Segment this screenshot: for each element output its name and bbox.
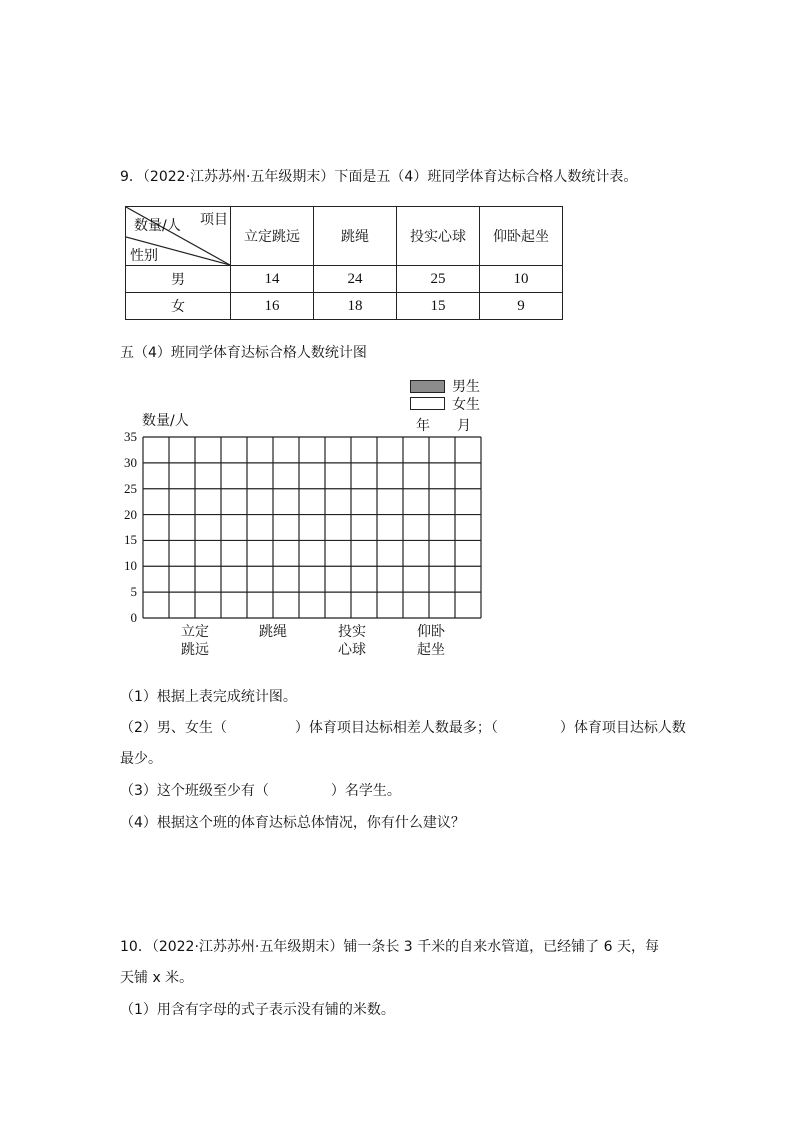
- x-category-label-line: 仰卧: [417, 624, 445, 640]
- q9-subq3-part-b: ）名学生。: [330, 783, 401, 799]
- q9-header: 9．（2022·江苏苏州·五年级期末）下面是五（4）班同学体育达标合格人数统计表。: [120, 169, 638, 185]
- row-label: 男: [126, 266, 231, 293]
- table-column-header: 立定跳远: [231, 207, 314, 266]
- table-cell: 14: [231, 266, 314, 293]
- q9-subq4: （4）根据这个班的体育达标总体情况，你有什么建议？: [120, 815, 465, 831]
- x-category-label-line: 起坐: [417, 642, 445, 658]
- y-tick-label: 0: [130, 610, 137, 625]
- x-category-label: [332, 623, 372, 659]
- legend-label-male: 男生: [452, 379, 480, 395]
- table-column-header: 仰卧起坐: [480, 207, 563, 266]
- x-category-label-line: 跳远: [181, 642, 209, 658]
- q9-subq3-line: [120, 780, 401, 800]
- y-tick-label: 35: [124, 429, 137, 444]
- q9-subq2-part-a: （2）男、女生（: [120, 720, 227, 736]
- q10-line2: 天铺 x 米。: [120, 970, 194, 986]
- legend-label-female: 女生: [452, 397, 480, 413]
- x-category-label: [253, 623, 293, 641]
- y-tick-label: 30: [124, 454, 137, 470]
- q9-subq1: （1）根据上表完成统计图。: [120, 689, 297, 705]
- row-label: 女: [126, 293, 231, 320]
- corner-label-count: 数量/人: [134, 218, 181, 234]
- y-tick-label: 10: [124, 558, 137, 574]
- table-cell: 15: [397, 293, 480, 320]
- table-column-header: 跳绳: [314, 207, 397, 266]
- table-cell: 9: [480, 293, 563, 320]
- x-category-label-line: 投实: [338, 624, 366, 640]
- y-tick-label: 5: [130, 584, 137, 600]
- y-axis-label: 数量/人: [142, 413, 189, 429]
- table-cell: 16: [231, 293, 314, 320]
- chart-title: 五（4）班同学体育达标合格人数统计图: [120, 345, 367, 361]
- date-label-year: 年: [416, 418, 430, 434]
- q9-subq2-part-b: ）体育项目达标相差人数最多；（: [294, 720, 498, 736]
- y-tick-label: 15: [124, 532, 137, 548]
- corner-label-gender: 性别: [130, 248, 158, 264]
- x-category-label-line: 心球: [338, 642, 366, 658]
- x-category-label: [411, 623, 451, 659]
- x-category-label-line: 跳绳: [259, 624, 287, 640]
- q9-subq2-part-c: ）体育项目达标人数: [559, 720, 686, 736]
- table-cell: 24: [314, 266, 397, 293]
- q10-line1: 10．（2022·江苏苏州·五年级期末）铺一条长 3 千米的自来水管道，已经铺了 6 天，每: [120, 939, 659, 955]
- x-category-label-line: 立定: [181, 624, 209, 640]
- q9-subq2-cont: 最少。: [120, 751, 162, 767]
- table-cell: 18: [314, 293, 397, 320]
- q10-subq1: （1）用含有字母的式子表示没有铺的米数。: [120, 1002, 395, 1018]
- corner-label-project: 项目: [200, 212, 228, 228]
- y-tick-label: 25: [124, 480, 137, 496]
- table-column-header: 投实心球: [397, 207, 480, 266]
- q9-subq3-part-a: （3）这个班级至少有（: [120, 783, 269, 799]
- y-tick-label: 20: [124, 506, 137, 522]
- date-label-month: 月: [457, 418, 471, 434]
- table-cell: 25: [397, 266, 480, 293]
- x-category-label: [175, 623, 215, 659]
- q9-subq2-line: [120, 717, 686, 737]
- table-cell: 10: [480, 266, 563, 293]
